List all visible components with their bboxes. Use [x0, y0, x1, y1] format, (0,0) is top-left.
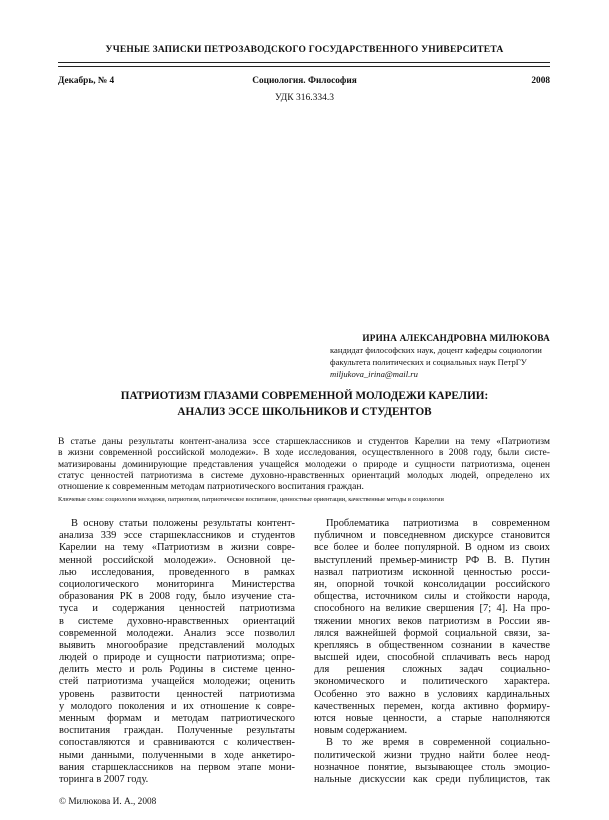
- article-title-line-1: ПАТРИОТИЗМ ГЛАЗАМИ СОВРЕМЕННОЙ МОЛОДЕЖИ КАРЕЛИИ:: [120, 390, 489, 402]
- body-line: образования РК в 2008 году, было изучение ста-: [59, 591, 295, 603]
- body-line: выявить многообразие представлений молодых: [59, 639, 295, 651]
- body-line: Особенно это важно в условиях кардинальных: [314, 688, 550, 700]
- body-line: общества, источником силы и стойкости народа,: [314, 591, 550, 603]
- keywords: Ключевые слова: социология молодежи, патриотизм, патриотическое воспитание, ценностные ориентации, качественные методы в социологии: [58, 496, 444, 503]
- body-line: ются новые ценности, а старые наполняются: [314, 713, 550, 724]
- body-line: сопоставляются и сравниваются с количествен-: [59, 737, 295, 749]
- body-line: Карелии на тему «Патриотизм в жизни совре-: [59, 542, 295, 554]
- body-column-left: [59, 518, 295, 786]
- abstract-line: в жизни современной российской молодежи». В ходе исследования, осуществленного в 2008 году, были систе-: [58, 447, 550, 459]
- author-email: miljukova_irina@mail.ru: [330, 368, 418, 379]
- journal-title: УЧЕНЫЕ ЗАПИСКИ ПЕТРОЗАВОДСКОГО ГОСУДАРСТВЕННОГО УНИВЕРСИТЕТА: [105, 45, 504, 55]
- body-line: Проблематика патриотизма в современном: [326, 518, 550, 529]
- body-line: крепляясь в общественном сознании в качестве: [314, 639, 550, 651]
- abstract-line: В статье даны результаты контент-анализа эссе старшеклассников и студентов Карелии на тему «Патриотизм: [58, 436, 550, 447]
- body-line: ян, опорной точкой консолидации российского: [314, 578, 550, 590]
- abstract-line: статус ценностей патриотизма в системе духовно-нравственных ориентаций молодых людей, определено их: [58, 469, 550, 481]
- body-line: нозначное понятие, вызывающее столь эмоцио-: [314, 761, 550, 773]
- body-line: В основу статьи положены результаты контент-: [71, 518, 295, 529]
- author-name: ИРИНА АЛЕКСАНДРОВНА МИЛЮКОВА: [362, 333, 550, 343]
- body-line: публичном и повседневном дискурсе становится: [314, 530, 550, 542]
- body-column-right: [314, 518, 550, 786]
- header-rule-top: [58, 62, 550, 63]
- header-rule-bottom: [58, 66, 550, 67]
- body-line: современной молодежи. Анализ эссе позволил: [59, 627, 295, 639]
- body-line: людей о природе и сущности патриотизма; опре-: [59, 652, 295, 664]
- body-line: делить место и роль Родины в системе ценно-: [59, 664, 295, 676]
- body-line: высшей идеи, способной сплачивать весь народ: [314, 652, 550, 664]
- body-line: воспитания граждан. Полученные результаты: [59, 725, 295, 737]
- author-block: [250, 333, 550, 380]
- body-line: для решения сложных задач социально-: [314, 664, 550, 676]
- year-label: 2008: [531, 76, 550, 86]
- body-line: качественных перемен, когда активно формиру-: [314, 700, 550, 712]
- body-line: туса и содержания ценностей патриотизма: [59, 603, 295, 615]
- body-line: анализа 339 эссе старшеклассников и студентов: [59, 530, 295, 542]
- body-line: стей патриотизма учащейся молодежи; оценить: [59, 676, 295, 688]
- body-line: лью исследования, проведенного в рамках: [59, 566, 295, 578]
- copyright-note: © Милюкова И. А., 2008: [59, 797, 157, 807]
- body-line: новым содержанием.: [314, 725, 408, 737]
- author-affiliation: [330, 345, 550, 380]
- body-line: ными данными, полученными в ходе анкетиро-: [59, 749, 295, 761]
- body-line: тяжении многих веков патриотизм в России яв-: [314, 615, 550, 627]
- body-line: нальные дискуссии как среди публицистов, так: [314, 773, 550, 785]
- body-line: менной российской молодежи». Основной це-: [59, 554, 295, 566]
- body-line: в системе духовно-нравственных ориентаций: [59, 615, 295, 627]
- body-line: уровень развитости ценностей патриотизма: [59, 688, 295, 700]
- abstract-line: матизированы доминирующие представления учащейся молодежи о природе и сущности патриотизма, оценен: [58, 458, 550, 470]
- body-line: В то же время в современной социально-: [326, 737, 550, 749]
- abstract-line: отношение к современным методам патриотического воспитания граждан.: [58, 481, 364, 493]
- body-line: торинга в 2007 году.: [59, 773, 149, 785]
- body-line: назвал патриотизм исконной ценностью росси-: [314, 566, 550, 578]
- author-department: факультета политических и социальных наук ПетрГУ: [330, 356, 527, 367]
- article-title: [0, 388, 609, 420]
- body-line: политической жизни трудно найти более неод-: [314, 749, 550, 761]
- body-line: социологического мониторинга Министерства: [59, 578, 295, 590]
- section-label: Социология. Философия: [252, 76, 357, 86]
- abstract: [58, 436, 550, 492]
- body-line: способного на великие свершения [7; 4]. На про-: [314, 603, 550, 615]
- body-line: выступлений премьер-министр РФ В. В. Путин: [314, 554, 550, 566]
- body-line: экономического и политического характера.: [314, 676, 550, 688]
- body-line: вания старшеклассников на первом этапе мони-: [59, 761, 295, 773]
- article-title-line-2: АНАЛИЗ ЭССЕ ШКОЛЬНИКОВ И СТУДЕНТОВ: [177, 406, 432, 418]
- issue-label: Декабрь, № 4: [58, 76, 115, 86]
- udk-code: УДК 316.334.3: [275, 93, 334, 103]
- author-degree: кандидат философских наук, доцент кафедры социологии: [330, 345, 542, 355]
- body-line: лялся важнейшей формой социальной связи, за-: [314, 627, 550, 639]
- body-line: все более и более популярной. В одном из своих: [314, 542, 550, 554]
- body-line: менным формам и методам патриотического: [59, 713, 295, 724]
- body-line: у молодого поколения и их отношение к совре-: [59, 700, 295, 712]
